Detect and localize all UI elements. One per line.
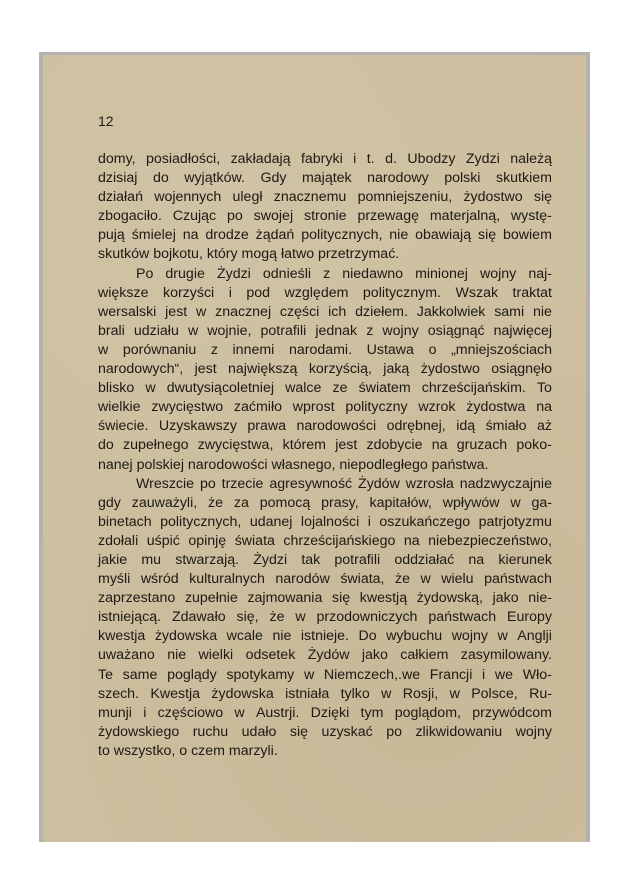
text-line: myśli wśród kulturalnych narodów świata, że w wielu państwach <box>98 571 552 588</box>
text-line: kwestja żydowska wcale nie istnieje. Do wybuchu wojny w Anglji <box>98 628 552 645</box>
text-line: skutków bojkotu, który mogą łatwo przetrzymać. <box>98 246 400 263</box>
text-line: świecie. Uzyskawszy prawa narodowości odrębnej, idą śmiało aż <box>98 418 552 435</box>
text-line: gdy zauważyli, że za pomocą prasy, kapitałów, wpływów w ga- <box>98 494 552 511</box>
text-line: działań wojennych uległ znacznemu pomniejszeniu, żydostwo się <box>98 189 552 206</box>
scanned-page <box>39 52 590 842</box>
text-line: szech. Kwestja żydowska istniała tylko w Rosji, w Polsce, Ru- <box>98 685 552 702</box>
text-line: binetach politycznych, udanej lojalności i oszukańczego patrjotyzmu <box>98 513 552 530</box>
text-line: narodowych“, jest największą korzyścią, jaką żydostwo osiągnęło <box>98 361 552 378</box>
text-line: domy, posiadłości, zakładają fabryki i t. d. Ubodzy Zydzi należą <box>98 151 552 167</box>
text-line: wersalski jest w znacznej części ich dziełem. Jakkolwiek sami nie <box>98 303 552 320</box>
text-line: to wszystko, o czem marzyli. <box>98 742 278 759</box>
text-line: większe korzyści i pod względem politycznym. Wszak traktat <box>98 284 552 301</box>
text-line: pują śmielej na drodze żądań politycznych, nie obawiają się bowiem <box>98 227 552 244</box>
paragraph <box>98 475 552 761</box>
text-line: dzisiaj do wyjątków. Gdy majątek narodowy polski skutkiem <box>98 170 552 187</box>
text-line: żydowskiego ruchu udało się uzyskać po zlikwidowaniu wojny <box>98 723 552 740</box>
text-line: brali udziału w wojnie, potrafili jednak z wojny osiągnąć najwięcej <box>98 322 552 339</box>
paragraph <box>98 150 552 265</box>
text-line: jakie mu stwarzają. Żydzi tak potrafili oddziałać na kierunek <box>98 551 552 568</box>
body-text <box>98 150 552 761</box>
text-line: uważano nie wielki odsetek Żydów jako całkiem zasymilowany. <box>98 647 552 664</box>
text-line: munji i częściowo w Austrji. Dzięki tym poglądom, przywódcom <box>98 704 552 721</box>
paragraph <box>98 265 552 475</box>
text-line: zbogaciło. Czując po swojej stronie przewagę materjalną, wystę- <box>98 208 552 225</box>
paper <box>43 55 586 842</box>
text-line: zdołali uśpić opinję świata chrześcijańskiego na niebezpieczeństwo, <box>98 532 552 549</box>
text-line: blisko w dwutysiącoletniej walce ze światem chrześcijańskim. To <box>98 380 552 397</box>
text-line: zaprzestano zupełnie zajmowania się kwestją żydowską, jako nie- <box>98 590 552 607</box>
page-number: 12 <box>98 113 114 129</box>
text-line: istniejącą. Zdawało się, że w przodowniczych państwach Europy <box>98 609 552 626</box>
text-line: wielkie zwycięstwo zaćmiło wprost polityczny wzrok żydostwa na <box>98 399 552 416</box>
text-line: Te same poglądy spotykamy w Niemczech,.we Francji i we Wło- <box>98 666 552 683</box>
text-line: do zupełnego zwycięstwa, którem jest zdobycie na gruzach poko- <box>98 437 552 454</box>
text-line: nanej polskiej narodowości własnego, niepodległego państwa. <box>98 456 489 473</box>
text-line: Wreszcie po trzecie agresywność Żydów wzrosła nadzwyczajnie <box>136 475 552 492</box>
text-line: w porównaniu z innemi narodami. Ustawa o „mniejszościach <box>98 341 552 358</box>
text-line: Po drugie Żydzi odnieśli z niedawno minionej wojny naj- <box>136 265 552 282</box>
